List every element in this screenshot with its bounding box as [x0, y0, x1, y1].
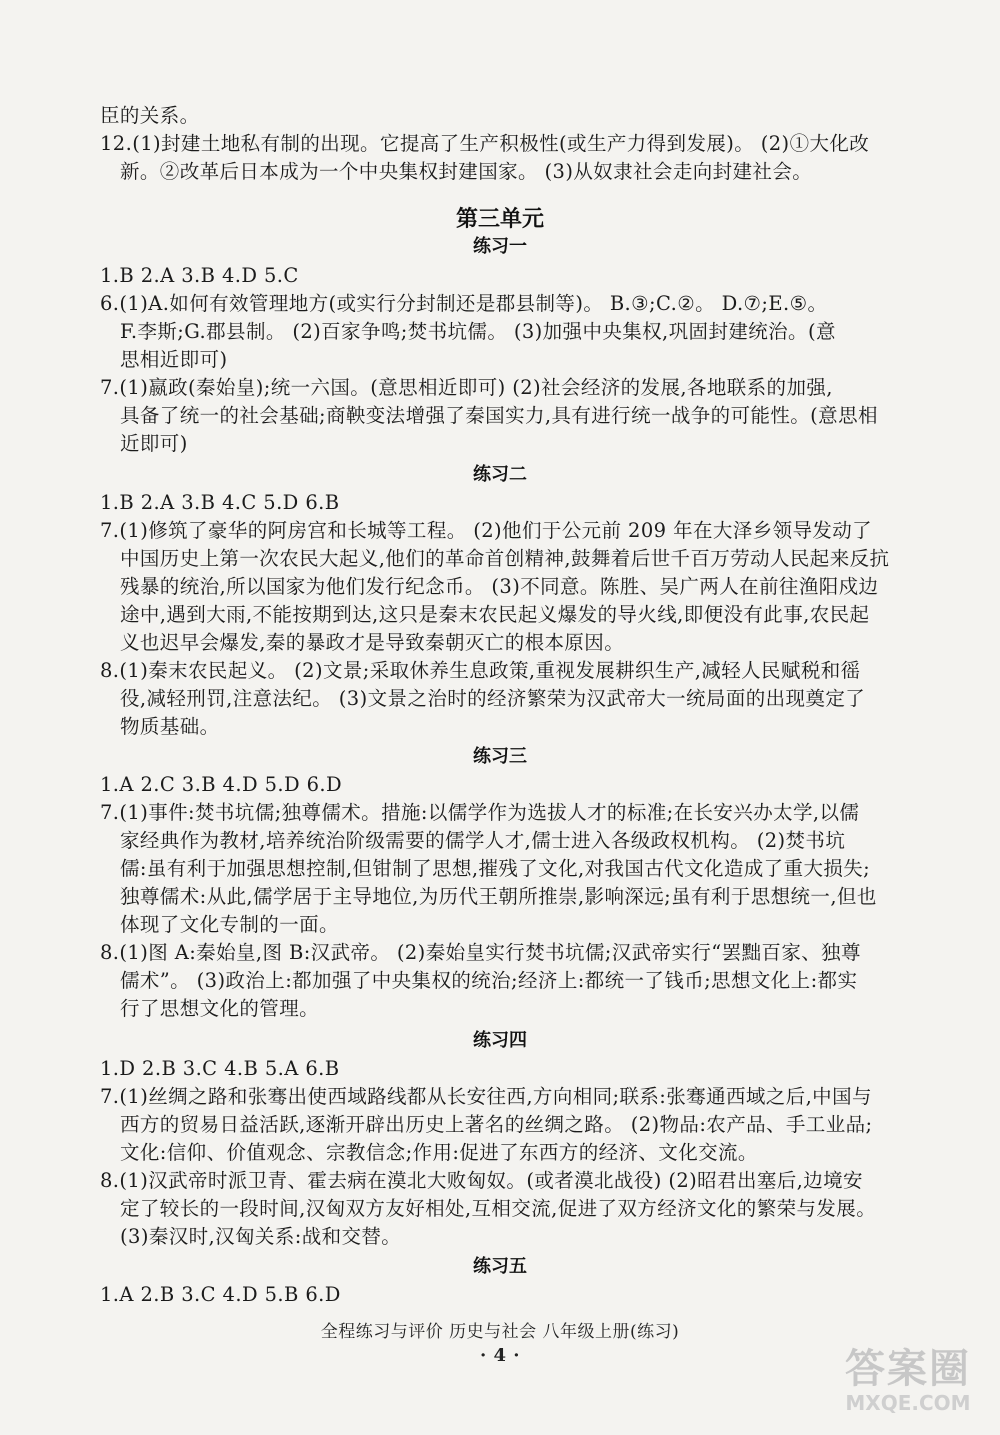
unit-title: 第三单元: [455, 207, 544, 232]
answer-line: 6.(1)A.如何有效管理地方(或实行分封制还是郡县制等)。 B.③;C.②。 D.⑦;E.⑤。: [100, 292, 828, 315]
answer-line: 1.B 2.A 3.B 4.C 5.D 6.B: [100, 491, 340, 514]
answer-line: 8.(1)汉武帝时派卫青、霍去病在漠北大败匈奴。(或者漠北战役) (2)昭君出塞后,边境安: [100, 1169, 863, 1192]
answer-line: 新。②改革后日本成为一个中央集权封建国家。 (3)从奴隶社会走向封建社会。: [120, 160, 813, 183]
answer-line: 家经典作为教材,培养统治阶级需要的儒学人才,儒士进入各级政权机构。 (2)焚书坑: [120, 829, 846, 852]
answer-line: 独尊儒术:从此,儒学居于主导地位,为历代王朝所推崇,影响深远;虽有利于思想统一,但也: [120, 885, 877, 908]
answer-line: 具备了统一的社会基础;商鞅变法增强了秦国实力,具有进行统一战争的可能性。(意思相: [120, 404, 878, 427]
answer-line: 儒:虽有利于加强思想控制,但钳制了思想,摧残了文化,对我国古代文化造成了重大损失;: [120, 857, 871, 880]
answer-line: 7.(1)修筑了豪华的阿房宫和长城等工程。 (2)他们于公元前 209 年在大泽乡领导发动了: [100, 519, 873, 542]
exercise-title: 练习四: [473, 1030, 527, 1051]
answer-line: 1.A 2.C 3.B 4.D 5.D 6.D: [100, 773, 343, 796]
page-number: · 4 ·: [479, 1345, 521, 1366]
answer-line: 7.(1)嬴政(秦始皇);统一六国。(意思相近即可) (2)社会经济的发展,各地联系的加强,: [100, 376, 833, 399]
answer-line: 义也迟早会爆发,秦的暴政才是导致秦朝灭亡的根本原因。: [120, 631, 625, 654]
answer-line: 1.B 2.A 3.B 4.D 5.C: [100, 264, 299, 287]
answer-line: 12.(1)封建土地私有制的出现。它提高了生产积极性(或生产力得到发展)。 (2)①大化改: [100, 132, 870, 155]
book-footer: 全程练习与评价 历史与社会 八年级上册(练习): [320, 1322, 680, 1342]
exercise-title: 练习二: [473, 464, 527, 485]
watermark-logo: [828, 1347, 988, 1427]
answer-line: 残暴的统治,所以国家为他们发行纪念币。 (3)不同意。陈胜、吴广两人在前往渔阳戍边: [120, 575, 879, 598]
answer-line: 役,减轻刑罚,注意法纪。 (3)文景之治时的经济繁荣为汉武帝大一统局面的出现奠定了: [120, 687, 866, 710]
answer-line: 近即可): [120, 432, 188, 455]
answer-line: 定了较长的一段时间,汉匈双方友好相处,互相交流,促进了双方经济文化的繁荣与发展。: [120, 1197, 877, 1220]
exercise-title: 练习三: [473, 746, 527, 767]
answer-line: 7.(1)事件:焚书坑儒;独尊儒术。措施:以儒学作为选拔人才的标准;在长安兴办太学,以儒: [100, 801, 860, 824]
exercise-title: 练习五: [473, 1256, 527, 1277]
watermark-url: MXQE.COM: [845, 1391, 971, 1415]
answer-line: 行了思想文化的管理。: [120, 997, 320, 1020]
answer-line: 中国历史上第一次农民大起义,他们的革命首创精神,鼓舞着后世千百万劳动人民起来反抗: [120, 547, 890, 570]
answer-line: 1.D 2.B 3.C 4.B 5.A 6.B: [100, 1057, 340, 1080]
answer-line: 物质基础。: [120, 715, 220, 738]
answer-line: 8.(1)秦末农民起义。 (2)文景;采取休养生息政策,重视发展耕织生产,减轻人民赋税和徭: [100, 659, 861, 682]
answer-line: 8.(1)图 A:秦始皇,图 B:汉武帝。 (2)秦始皇实行焚书坑儒;汉武帝实行“罢黜百家、独尊: [100, 941, 861, 964]
answer-line: 文化:信仰、价值观念、宗教信念;作用:促进了东西方的经济、文化交流。: [120, 1141, 758, 1164]
answer-line: 思相近即可): [120, 348, 228, 371]
exercise-title: 练习一: [473, 236, 527, 257]
answer-line: F.李斯;G.郡县制。 (2)百家争鸣;焚书坑儒。 (3)加强中央集权,巩固封建统治。(意: [120, 320, 836, 343]
watermark-logo-text: 答案圈: [845, 1346, 971, 1392]
answer-line: 体现了文化专制的一面。: [120, 913, 339, 936]
answer-line: 臣的关系。: [100, 104, 200, 127]
answer-line: (3)秦汉时,汉匈关系:战和交替。: [120, 1225, 402, 1248]
answer-line: 西方的贸易日益活跃,逐渐开辟出历史上著名的丝绸之路。 (2)物品:农产品、手工业品;: [120, 1113, 873, 1136]
answer-line: 7.(1)丝绸之路和张骞出使西域路线都从长安往西,方向相同;联系:张骞通西域之后,中国与: [100, 1085, 872, 1108]
answer-line: 途中,遇到大雨,不能按期到达,这只是秦末农民起义爆发的导火线,即便没有此事,农民起: [120, 603, 870, 626]
answer-line: 1.A 2.B 3.C 4.D 5.B 6.D: [100, 1283, 341, 1306]
answer-line: 儒术”。 (3)政治上:都加强了中央集权的统治;经济上:都统一了钱币;思想文化上:都实: [120, 969, 858, 992]
